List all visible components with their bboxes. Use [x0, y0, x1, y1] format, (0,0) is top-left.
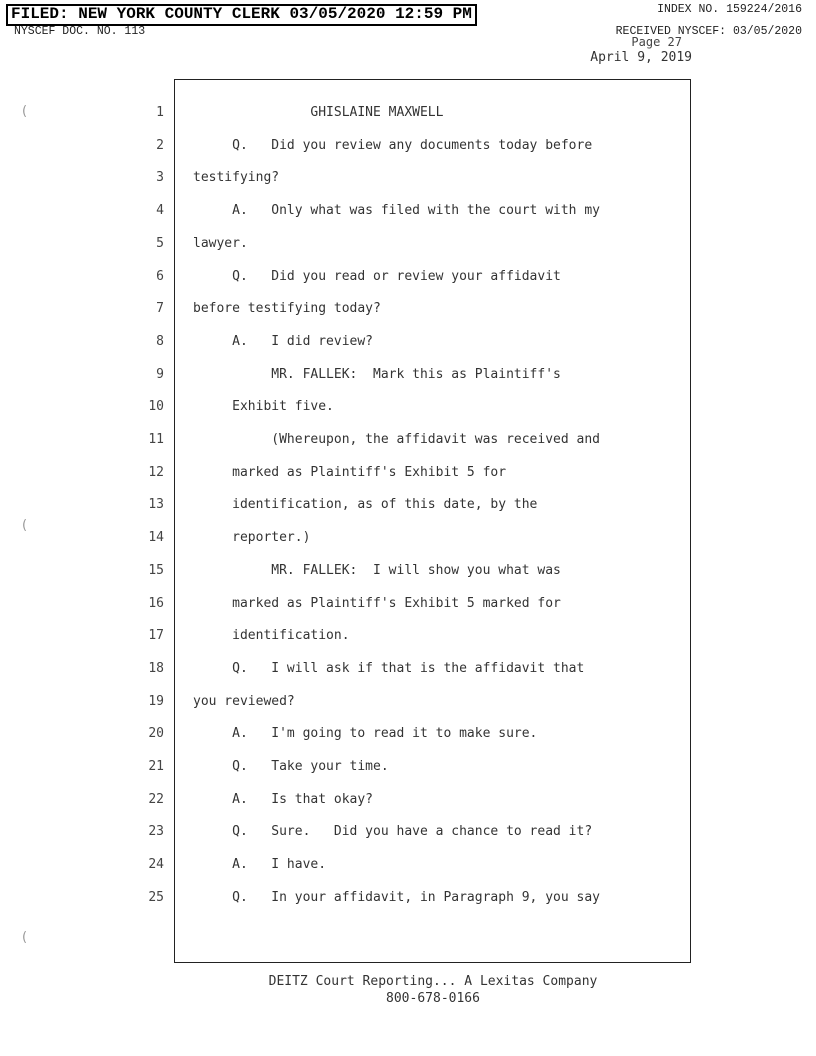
transcript-line	[120, 626, 690, 646]
nyscef-doc-number: NYSCEF DOC. NO. 113	[14, 25, 146, 38]
line-number: 17	[148, 628, 164, 644]
line-number: 8	[156, 333, 164, 349]
transcript-line	[120, 168, 690, 188]
transcript-line	[120, 430, 690, 450]
line-number: 18	[148, 660, 164, 676]
transcript-line	[120, 136, 690, 156]
line-text: MR. FALLEK: I will show you what was	[193, 562, 561, 578]
line-text: you reviewed?	[193, 693, 295, 709]
line-number: 5	[156, 235, 164, 251]
transcript-line	[120, 103, 690, 123]
index-number: INDEX NO. 159224/2016	[657, 3, 802, 16]
transcript-line	[120, 495, 690, 515]
margin-mark: (	[22, 518, 28, 533]
transcript-line	[120, 594, 690, 614]
transcript-line	[120, 397, 690, 417]
line-number: 23	[148, 824, 164, 840]
line-text: (Whereupon, the affidavit was received and	[193, 432, 600, 447]
transcript-line	[120, 855, 690, 875]
line-number: 6	[156, 268, 164, 284]
transcript-line	[120, 267, 690, 287]
transcript-line	[120, 365, 690, 385]
line-text: A. I did review?	[193, 333, 374, 349]
margin-mark: (	[22, 104, 28, 119]
line-number: 7	[156, 301, 164, 317]
line-number: 2	[156, 137, 164, 153]
line-number: 4	[156, 203, 164, 219]
line-text: reporter.)	[193, 530, 311, 546]
footer-company: DEITZ Court Reporting... A Lexitas Company	[268, 974, 598, 989]
line-number: 1	[156, 105, 164, 120]
transcript-line	[120, 659, 690, 679]
line-number: 3	[156, 170, 164, 186]
line-number: 24	[148, 857, 164, 873]
line-text: A. Is that okay?	[193, 791, 374, 807]
transcript-line	[120, 234, 690, 254]
page-number: Page 27	[631, 35, 682, 49]
line-text: testifying?	[193, 170, 280, 186]
line-number: 12	[148, 464, 164, 480]
transcript-line	[120, 463, 690, 483]
transcript-line	[120, 561, 690, 581]
line-text: Q. In your affidavit, in Paragraph 9, you say	[193, 889, 600, 905]
transcript-line	[120, 790, 690, 810]
transcript-line	[120, 692, 690, 712]
line-text: before testifying today?	[193, 301, 381, 317]
line-text: Q. I will ask if that is the affidavit that	[193, 660, 585, 676]
transcript-line	[120, 822, 690, 842]
deposition-date: April 9, 2019	[590, 50, 692, 65]
transcript-line	[120, 724, 690, 744]
transcript-line	[120, 757, 690, 777]
line-text: GHISLAINE MAXWELL	[193, 105, 444, 120]
line-number: 10	[148, 399, 164, 415]
line-number: 11	[148, 432, 164, 447]
line-text: Q. Did you review any documents today before	[193, 137, 593, 153]
line-text: marked as Plaintiff's Exhibit 5 marked for	[193, 595, 561, 611]
line-text: marked as Plaintiff's Exhibit 5 for	[193, 464, 507, 480]
line-number: 15	[148, 562, 164, 578]
line-text: Exhibit five.	[193, 399, 334, 415]
transcript-line	[120, 201, 690, 221]
transcript-line	[120, 299, 690, 319]
line-number: 16	[148, 595, 164, 611]
line-number: 22	[148, 791, 164, 807]
line-text: lawyer.	[193, 235, 248, 251]
line-number: 9	[156, 366, 164, 382]
filed-stamp: FILED: NEW YORK COUNTY CLERK 03/05/2020 12:59 PM	[6, 4, 477, 26]
transcript-line	[120, 332, 690, 352]
line-text: A. I'm going to read it to make sure.	[193, 726, 538, 742]
line-text: MR. FALLEK: Mark this as Plaintiff's	[193, 366, 561, 382]
line-text: Q. Take your time.	[193, 759, 389, 774]
line-text: Q. Did you read or review your affidavit	[193, 268, 561, 284]
line-number: 13	[148, 497, 164, 513]
line-number: 21	[148, 759, 164, 774]
line-text: identification, as of this date, by the	[193, 497, 538, 513]
line-number: 25	[148, 889, 164, 905]
line-number: 19	[148, 693, 164, 709]
received-stamp: RECEIVED NYSCEF: 03/05/2020	[615, 25, 802, 38]
transcript-line	[120, 528, 690, 548]
transcript-line	[120, 888, 690, 908]
line-number: 14	[148, 530, 164, 546]
line-text: A. Only what was filed with the court with my	[193, 203, 600, 219]
margin-mark: (	[22, 930, 28, 945]
line-text: Q. Sure. Did you have a chance to read it?	[193, 824, 593, 840]
line-number: 20	[148, 726, 164, 742]
line-text: A. I have.	[193, 857, 327, 873]
footer-phone: 800-678-0166	[386, 991, 480, 1006]
line-text: identification.	[193, 628, 350, 644]
